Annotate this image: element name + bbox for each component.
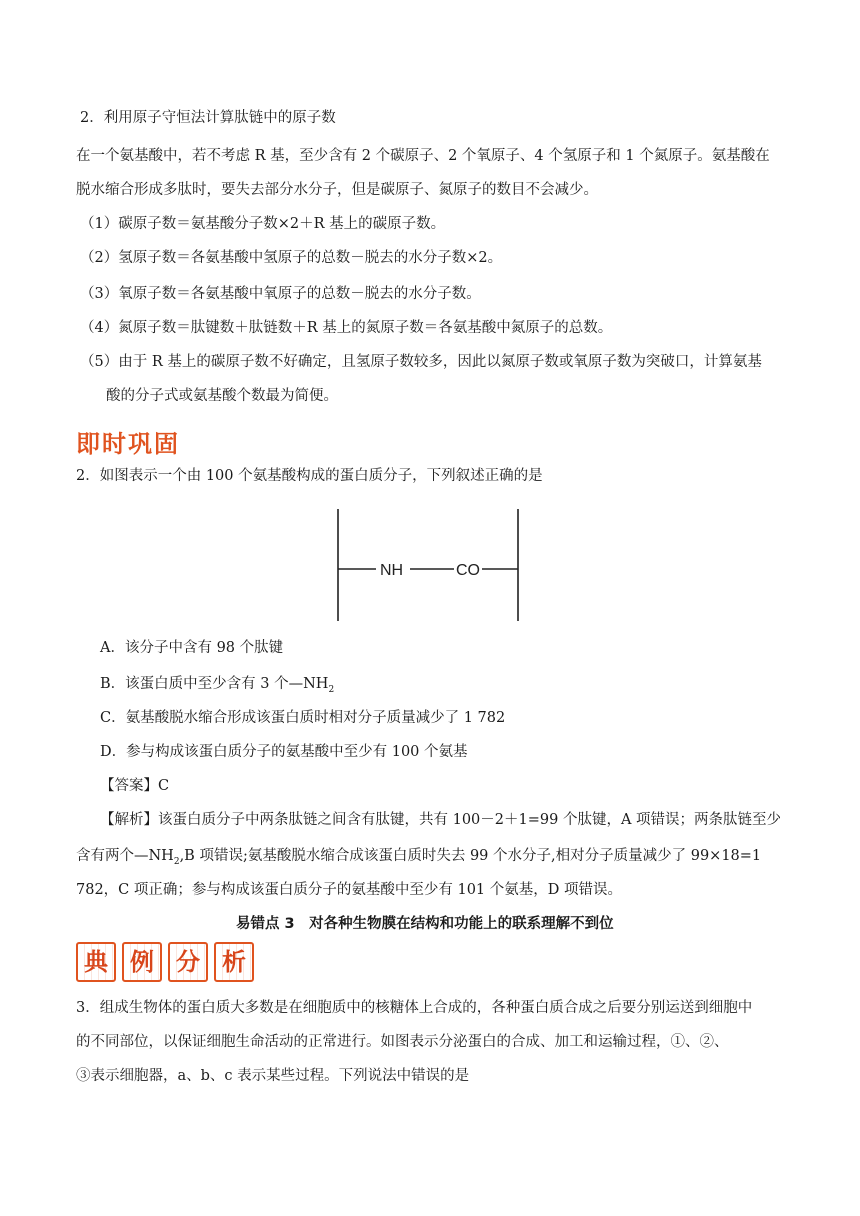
option-c: C．氨基酸脱水缩合形成该蛋白质时相对分子质量减少了 1 782	[100, 710, 506, 726]
question-3-line-2: 的不同部位，以保证细胞生命活动的正常进行。如图表示分泌蛋白的合成、加工和运输过程，①、②、	[76, 1034, 729, 1050]
rule-item-3: （3）氧原子数＝各氨基酸中氧原子的总数－脱去的水分子数。	[80, 286, 481, 302]
badge-char-1: 典	[76, 942, 116, 982]
rule-item-2: （2）氢原子数＝各氨基酸中氢原子的总数－脱去的水分子数×2。	[80, 250, 503, 266]
badge-char-4: 析	[214, 942, 254, 982]
answer-line: 【答案】C	[100, 778, 170, 794]
badge-char-3: 分	[168, 942, 208, 982]
typical-example-badge	[76, 942, 254, 982]
intro-line-1: 在一个氨基酸中，若不考虑 R 基，至少含有 2 个碳原子、2 个氧原子、4 个氢原子和 1 个氮原子。氨基酸在	[76, 148, 770, 164]
consolidate-badge: 即时巩固	[76, 430, 180, 458]
option-d: D．参与构成该蛋白质分子的氨基酸中至少有 100 个氨基	[100, 744, 468, 760]
badge-char-2: 例	[122, 942, 162, 982]
option-a: A．该分子中含有 98 个肽键	[100, 640, 284, 656]
error-point-title: 易错点 3 对各种生物膜在结构和功能上的联系理解不到位	[236, 916, 614, 932]
analysis-line-3: 782，C 项正确；参与构成该蛋白质分子的氨基酸中至少有 101 个氨基，D 项错误。	[76, 882, 623, 898]
nh-label: NH	[380, 562, 404, 579]
rule-item-5: （5）由于 R 基上的碳原子数不好确定，且氢原子数较多，因此以氮原子数或氧原子数为突破口，计算氨基	[80, 354, 762, 370]
analysis-line-2: 含有两个$—NH_2,B$ 项错误;氨基酸脱水缩合成该蛋白质时失去 99 个水分子,相对分子质量减少了 99×18=1	[76, 848, 762, 867]
peptide-bond-diagram	[330, 505, 530, 625]
rule-item-1: （1）碳原子数＝氨基酸分子数×2＋R 基上的碳原子数。	[80, 216, 446, 232]
intro-line-2: 脱水缩合形成多肽时，要失去部分水分子，但是碳原子、氮原子的数目不会减少。	[76, 182, 598, 198]
question-3-line-3: ③表示细胞器，a、b、c 表示某些过程。下列说法中错误的是	[76, 1068, 470, 1084]
option-b: B．该蛋白质中至少含有 3 个$—NH_2$	[100, 676, 335, 695]
rule-item-5-cont: 酸的分子式或氨基酸个数最为简便。	[106, 388, 338, 404]
question-3-line-1: 3．组成生物体的蛋白质大多数是在细胞质中的核糖体上合成的，各种蛋白质合成之后要分别运送到细胞中	[76, 1000, 753, 1016]
rule-item-4: （4）氮原子数＝肽键数＋肽链数＋R 基上的氮原子数＝各氨基酸中氮原子的总数。	[80, 320, 613, 336]
section-heading: 2．利用原子守恒法计算肽链中的原子数	[80, 110, 336, 126]
analysis-line-1: 【解析】该蛋白质分子中两条肽链之间含有肽键，共有 100－2＋1=99 个肽键，A 项错误；两条肽链至少	[100, 812, 782, 828]
co-label: CO	[456, 562, 480, 579]
question-2-stem: 2．如图表示一个由 100 个氨基酸构成的蛋白质分子，下列叙述正确的是	[76, 468, 543, 484]
